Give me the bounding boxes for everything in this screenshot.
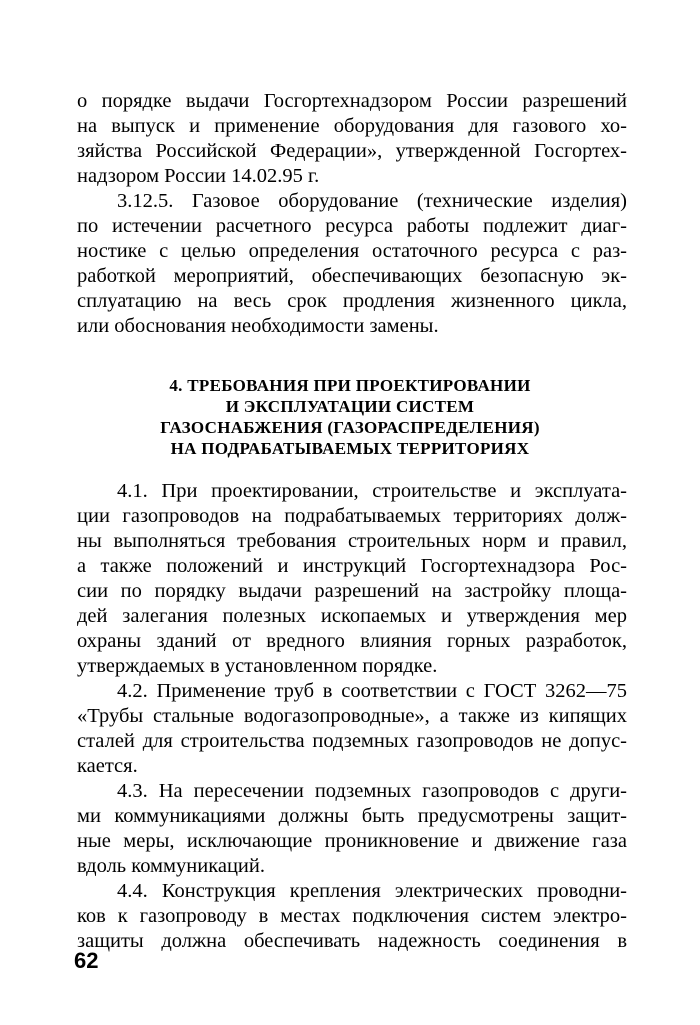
heading-line: И ЭКСПЛУАТАЦИИ СИСТЕМ bbox=[225, 397, 475, 416]
text-line: утверждаемых в установленном порядке. bbox=[77, 655, 438, 677]
text-line: сталей для строительства подземных газопроводов не допус- bbox=[77, 730, 627, 752]
text-line: сии по порядку выдачи разрешений на застройку площа- bbox=[77, 580, 627, 602]
text-line: работкой мероприятий, обеспечивающих безопасную эк- bbox=[77, 265, 627, 287]
text-line: сплуатацию на весь срок продления жизненного цикла, bbox=[77, 290, 627, 312]
heading-line: 4. ТРЕБОВАНИЯ ПРИ ПРОЕКТИРОВАНИИ bbox=[169, 376, 531, 395]
text-line: надзором России 14.02.95 г. bbox=[77, 165, 320, 187]
text-line: зяйства Российской Федерации», утвержденной Госгортех- bbox=[77, 140, 627, 162]
text-line: защиты должна обеспечивать надежность соединения в bbox=[77, 930, 627, 952]
text-line: 4.2. Применение труб в соответствии с ГОСТ 3262—75 bbox=[117, 680, 627, 702]
text-line: о порядке выдачи Госгортехнадзором России разрешений bbox=[77, 90, 627, 112]
text-line: ные меры, исключающие проникновение и движение газа bbox=[77, 830, 627, 852]
text-line: или обоснования необходимости замены. bbox=[77, 315, 439, 337]
text-line: ции газопроводов на подрабатываемых территориях долж- bbox=[77, 505, 627, 527]
text-line: «Трубы стальные водогазопроводные», а также из кипящих bbox=[77, 705, 627, 727]
heading-line: НА ПОДРАБАТЫВАЕМЫХ ТЕРРИТОРИЯХ bbox=[170, 439, 530, 458]
text-line: дей залегания полезных ископаемых и утверждения мер bbox=[77, 605, 627, 627]
text-line: кается. bbox=[77, 755, 138, 777]
text-line: ми коммуникациями должны быть предусмотрены защит- bbox=[77, 805, 627, 827]
text-line: ностике с целью определения остаточного ресурса с раз- bbox=[77, 240, 627, 262]
text-line: ков к газопроводу в местах подключения систем электро- bbox=[77, 905, 627, 927]
heading-line: ГАЗОСНАБЖЕНИЯ (ГАЗОРАСПРЕДЕЛЕНИЯ) bbox=[160, 418, 540, 437]
text-line: 4.3. На пересечении подземных газопроводов с други- bbox=[117, 780, 627, 802]
text-line: вдоль коммуникаций. bbox=[77, 855, 265, 877]
text-line: 4.1. При проектировании, строительстве и эксплуата- bbox=[117, 480, 627, 502]
text-line: охраны зданий от вредного влияния горных разработок, bbox=[77, 630, 627, 652]
page-number: 62 bbox=[74, 948, 99, 973]
text-line: по истечении расчетного ресурса работы подлежит диаг- bbox=[77, 215, 627, 237]
text-line: 3.12.5. Газовое оборудование (технические изделия) bbox=[117, 190, 627, 212]
text-line: 4.4. Конструкция крепления электрических проводни- bbox=[117, 880, 627, 902]
text-line: а также положений и инструкций Госгортехнадзора Рос- bbox=[77, 555, 627, 577]
text-line: ны выполняться требования строительных норм и правил, bbox=[77, 530, 627, 552]
text-line: на выпуск и применение оборудования для газового хо- bbox=[77, 115, 627, 137]
